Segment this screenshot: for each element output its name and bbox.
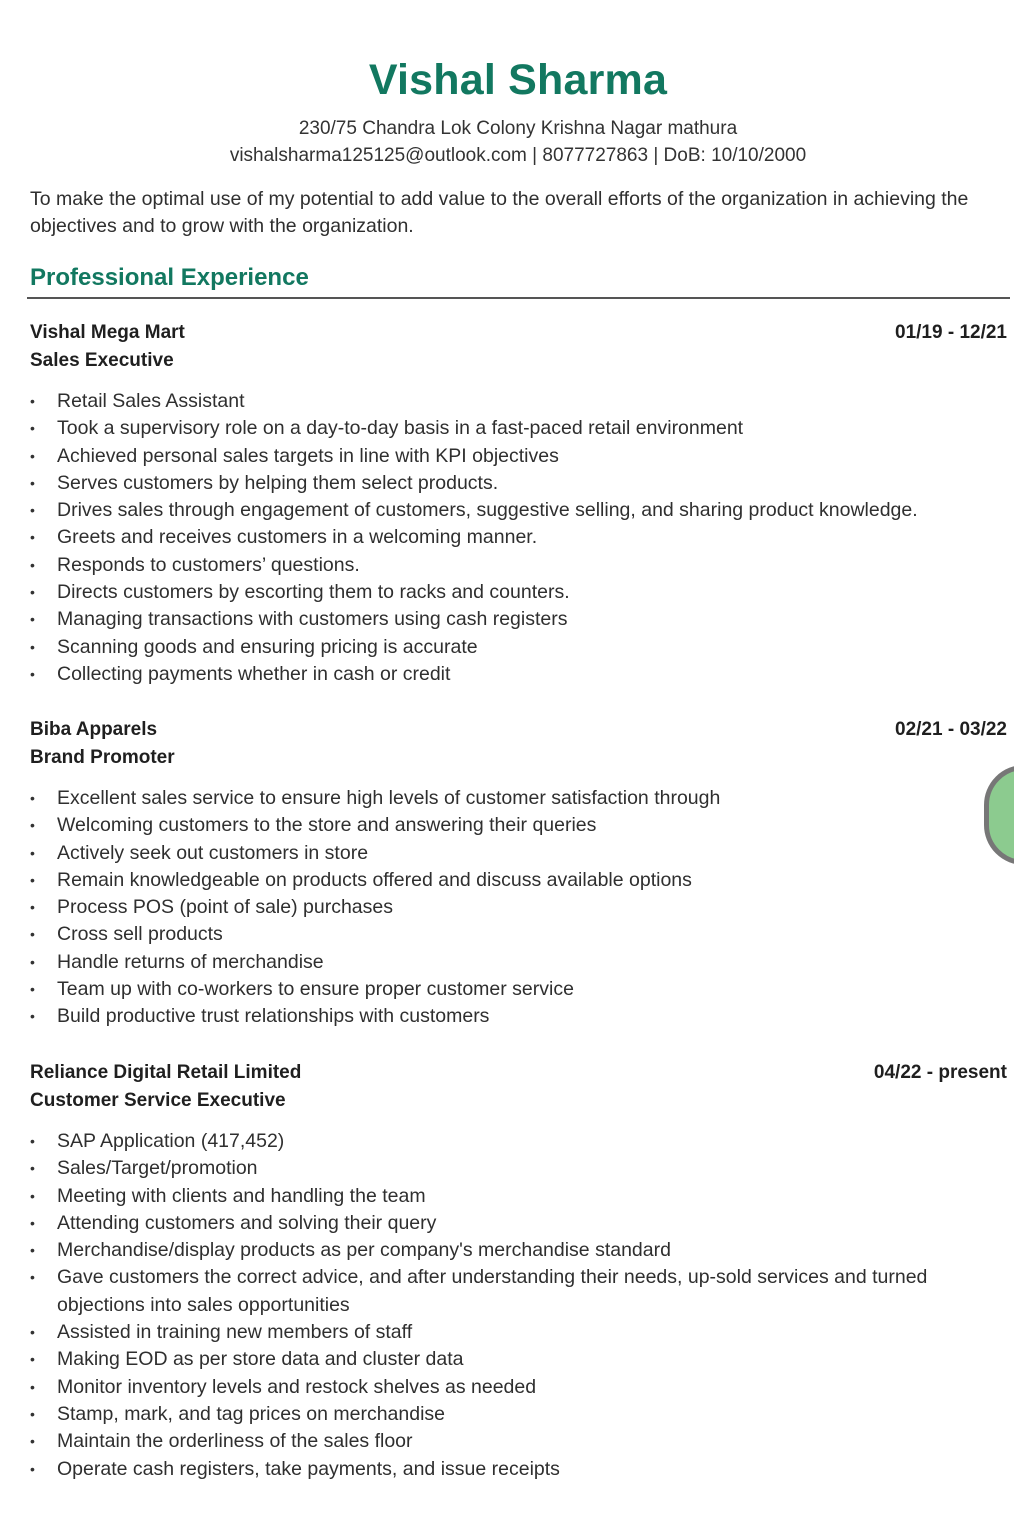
duty-item: • Meeting with clients and handling the team <box>30 1183 1002 1210</box>
job-entry-vishal-mega-mart <box>30 319 1007 688</box>
section-divider <box>27 297 1010 299</box>
job-entry-reliance-digital <box>30 1059 1007 1483</box>
employer-name: Reliance Digital Retail Limited <box>30 1062 302 1083</box>
job-entry-biba-apparels <box>30 716 1007 1031</box>
duty-item: • Directs customers by escorting them to racks and counters. <box>30 579 1002 606</box>
duty-item: • Handle returns of merchandise <box>30 949 1002 976</box>
duty-item: • Actively seek out customers in store <box>30 840 1002 867</box>
duty-item: • Remain knowledgeable on products offered and discuss available options <box>30 867 1002 894</box>
duty-item: • Managing transactions with customers using cash registers <box>30 606 1002 633</box>
duty-list <box>30 1128 1007 1483</box>
job-dates: 01/19 - 12/21 <box>895 322 1007 343</box>
job-header <box>30 1059 1007 1115</box>
duty-item: • SAP Application (417,452) <box>30 1128 1002 1155</box>
career-objective: To make the optimal use of my potential to add value to the overall efforts of the organization in achieving the objectives and to grow with the organization. <box>30 188 969 237</box>
job-role: Customer Service Executive <box>30 1090 286 1111</box>
duty-item: • Took a supervisory role on a day-to-day basis in a fast-paced retail environment <box>30 415 1002 442</box>
duty-item: • Responds to customers’ questions. <box>30 552 1002 579</box>
duty-item: • Process POS (point of sale) purchases <box>30 894 1002 921</box>
job-dates: 04/22 - present <box>873 1062 1007 1083</box>
duty-item: • Monitor inventory levels and restock shelves as needed <box>30 1374 1002 1401</box>
contact-line: vishalsharma125125@outlook.com | 8077727863 | DoB: 10/10/2000 <box>229 145 807 166</box>
duty-item: • Cross sell products <box>30 921 1002 948</box>
section-title-experience: Professional Experience <box>30 264 309 291</box>
duty-item: • Making EOD as per store data and cluster data <box>30 1346 1002 1373</box>
duty-item: • Maintain the orderliness of the sales floor <box>30 1428 1002 1455</box>
duty-item: • Excellent sales service to ensure high levels of customer satisfaction through <box>30 785 1002 812</box>
job-role: Brand Promoter <box>30 747 175 768</box>
address-line: 230/75 Chandra Lok Colony Krishna Nagar mathura <box>298 118 738 139</box>
duty-item: • Drives sales through engagement of customers, suggestive selling, and sharing product knowledge. <box>30 497 1002 524</box>
duty-item: • Sales/Target/promotion <box>30 1155 1002 1182</box>
job-header <box>30 319 1007 375</box>
duty-item: • Retail Sales Assistant <box>30 388 1002 415</box>
candidate-name: Vishal Sharma <box>368 56 668 104</box>
duty-item: • Merchandise/display products as per company's merchandise standard <box>30 1237 1002 1264</box>
job-role: Sales Executive <box>30 350 174 371</box>
duty-item: • Gave customers the correct advice, and after understanding their needs, up-sold services and turned objections into sales opportunities <box>30 1264 1002 1319</box>
duty-item: • Welcoming customers to the store and answering their queries <box>30 812 1002 839</box>
job-dates: 02/21 - 03/22 <box>895 719 1007 740</box>
job-header <box>30 716 1007 772</box>
duty-item: • Operate cash registers, take payments, and issue receipts <box>30 1456 1002 1483</box>
duty-item: • Achieved personal sales targets in line with KPI objectives <box>30 443 1002 470</box>
duty-item: • Collecting payments whether in cash or credit <box>30 661 1002 688</box>
employer-name: Biba Apparels <box>30 719 158 740</box>
duty-item: • Scanning goods and ensuring pricing is accurate <box>30 634 1002 661</box>
duty-item: • Team up with co-workers to ensure proper customer service <box>30 976 1002 1003</box>
duty-item: • Build productive trust relationships with customers <box>30 1003 1002 1030</box>
duty-list <box>30 785 1007 1031</box>
duty-item: • Serves customers by helping them select products. <box>30 470 1002 497</box>
duty-item: • Attending customers and solving their query <box>30 1210 1002 1237</box>
duty-item: • Stamp, mark, and tag prices on merchandise <box>30 1401 1002 1428</box>
employer-name: Vishal Mega Mart <box>30 322 185 343</box>
duty-item: • Assisted in training new members of staff <box>30 1319 1002 1346</box>
duty-list <box>30 388 1007 688</box>
duty-item: • Greets and receives customers in a welcoming manner. <box>30 524 1002 551</box>
